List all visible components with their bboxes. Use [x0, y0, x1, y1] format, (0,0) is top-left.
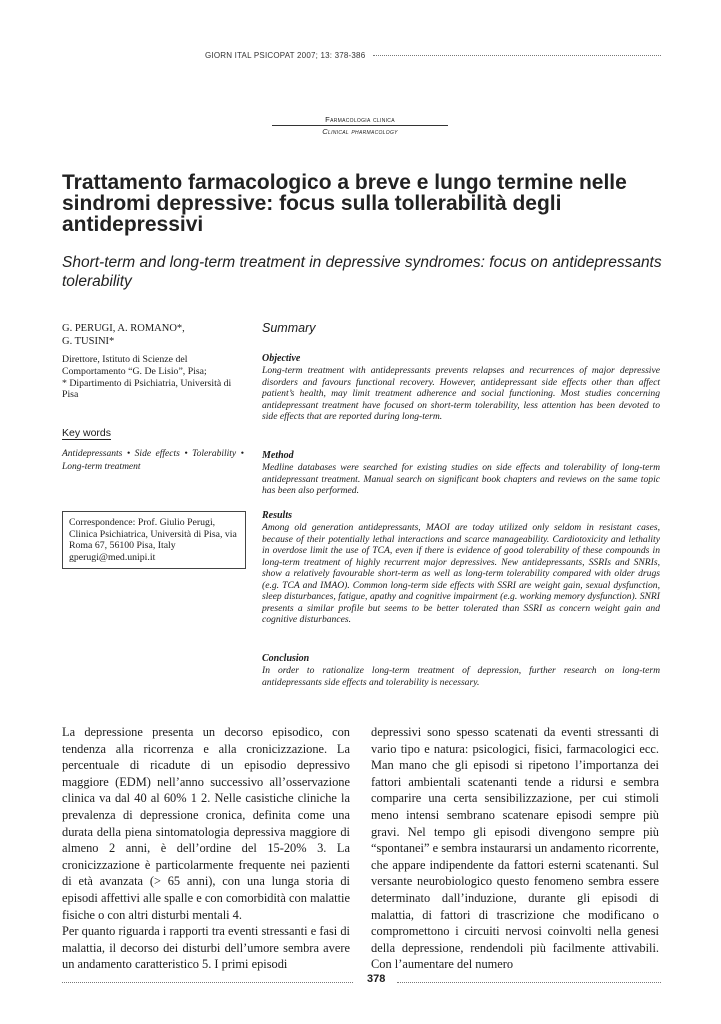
- correspondence-address: Correspondence: Prof. Giulio Perugi, Clinica Psichiatrica, Università di Pisa, via Roma 67, 56100 Pisa, Italy: [69, 517, 237, 552]
- objective-text: Long-term treatment with antidepressants prevents relapses and recurrences of major depressive disorders and favours functional recovery. However, antidepressant side effects other than affect patient’s health, may limit treatment adherence and social functioning. Most studies concerning antidepressant treatment have focused on short-term tolerability, less attention has been devoted to side effects that are reported during long-term.: [262, 365, 660, 422]
- header-dotted-rule: [373, 55, 661, 56]
- section-label: [272, 115, 448, 136]
- section-label-english: Clinical pharmacology: [322, 127, 398, 136]
- body-column-right: [371, 724, 659, 973]
- affiliation-2: * Dipartimento di Psichiatria, Università di Pisa: [62, 377, 232, 401]
- affiliations: [62, 354, 242, 401]
- summary-conclusion: [262, 653, 660, 688]
- body-column-left: [62, 724, 350, 973]
- summary-method: [262, 450, 660, 497]
- body-paragraph: Per quanto riguarda i rapporti tra eventi stressanti e fasi di malattia, il decorso dei disturbi dell’umore sembra avere un andamento caratteristico 5. I primi episodi: [62, 924, 350, 972]
- article-subtitle: Short-term and long-term treatment in depressive syndromes: focus on antidepressants tolerability: [62, 254, 662, 290]
- page-number: 378: [367, 973, 386, 985]
- footer-dotted-rule-right: [397, 982, 661, 983]
- section-label-italian: Farmacologia clinica: [325, 115, 395, 124]
- objective-heading: Objective: [262, 353, 301, 364]
- footer-dotted-rule-left: [62, 982, 353, 983]
- correspondence-box: [62, 511, 246, 569]
- section-divider: [272, 125, 448, 126]
- keywords-heading: Key words: [62, 427, 112, 439]
- keywords-text: Antidepressants • Side effects • Tolerability • Long-term treatment: [62, 449, 244, 472]
- authors-line-1: G. PERUGI, A. ROMANO*,: [62, 323, 185, 334]
- method-text: Medline databases were searched for existing studies on side effects and tolerability of long-term antidepressant treatment. Manual search on significant book chapters and reviews on the same topic has been also performed.: [262, 462, 660, 496]
- summary-results: [262, 510, 660, 626]
- summary-objective: [262, 353, 660, 423]
- conclusion-text: In order to rationalize long-term treatment of depression, further research on long-term antidepressants side effects and tolerability is necessary.: [262, 665, 660, 688]
- correspondence-email: gperugi@med.unipi.it: [69, 551, 156, 563]
- summary-heading: Summary: [262, 321, 316, 335]
- body-paragraph: La depressione presenta un decorso episodico, con tendenza alla ricorrenza e alla cronicizzazione. La percentuale di ricadute di un episodio depressivo maggiore (EDM) nell’anno successivo all’osservazione clinica va dal 40 al 60% 1 2. Nelle casistiche cliniche la prevalenza di depressione cronica, definita come una durata della piena sintomatologia depressiva maggiore di almeno 2 anni, è dell’ordine del 15-20% 3. La cronicizzazione è particolarmente frequente nei pazienti di età avanzata (> 65 anni), con una lunga storia di episodi affettivi alle spalle e con comorbidità con malattie fisiche o con altri disturbi mentali 4.: [62, 725, 350, 922]
- body-paragraph: depressivi sono spesso scatenati da eventi stressanti di vario tipo e natura: psicologici, fisici, farmacologici ecc. Man mano che gli episodi si ripetono l’importanza dei fattori ambientali scatenanti tende a ridursi e sembra comparire una certa sensibilizzazione, per cui stimoli meno intensi sembrano scatenare episodi sempre più gravi. Nel tempo gli episodi divengono sempre più “spontanei” e sembra instaurarsi un andamento ricorrente, che appare indipendente da fattori esterni scatenanti. Sul versante neurobiologico questo fenomeno sembra essere determinato dall’induzione, durante gli episodi di malattia, di fattori di trascrizione che modificano o compromettono i circuiti nervosi coinvolti nella genesi della depressione, rendendoli più facilmente attivabili. Con l’aumentare del numero: [371, 725, 659, 972]
- results-text: Among old generation antidepressants, MAOI are today utilized only seldom in resistant cases, because of their potentially lethal interactions and scarce manageability. Cardiotoxicity and lethality in overdose limit the use of TCA, even if there is evidence of good tolerability of these compounds in long-term treatment of highly recurrent major depressives. New antidepressants, SSRIs and SNRIs, show a relatively favourable short-term as well as long-term tolerability compared with older drugs (e.g. TCA and IMAO). Common long-term side effects with SSRI are weight gain, sexual dysfunction, sleep disturbances, fatigue, apathy and cognitive impairment (e.g. working memory dysfunction). SNRI presents a similar profile but seems to be better tolerated than SSRI as concern weight gain and cognitive disturbances.: [262, 522, 660, 625]
- affiliation-1: Direttore, Istituto di Scienze del Comportamento “G. De Lisio”, Pisa;: [62, 354, 207, 377]
- results-heading: Results: [262, 510, 293, 521]
- article-title: Trattamento farmacologico a breve e lungo termine nelle sindromi depressive: focus sulla tollerabilità degli antidepressivi: [62, 171, 627, 236]
- authors: [62, 322, 242, 348]
- conclusion-heading: Conclusion: [262, 653, 310, 664]
- journal-reference: GIORN ITAL PSICOPAT 2007; 13: 378-386: [205, 51, 366, 60]
- method-heading: Method: [262, 450, 294, 461]
- authors-line-2: G. TUSINI*: [62, 336, 115, 347]
